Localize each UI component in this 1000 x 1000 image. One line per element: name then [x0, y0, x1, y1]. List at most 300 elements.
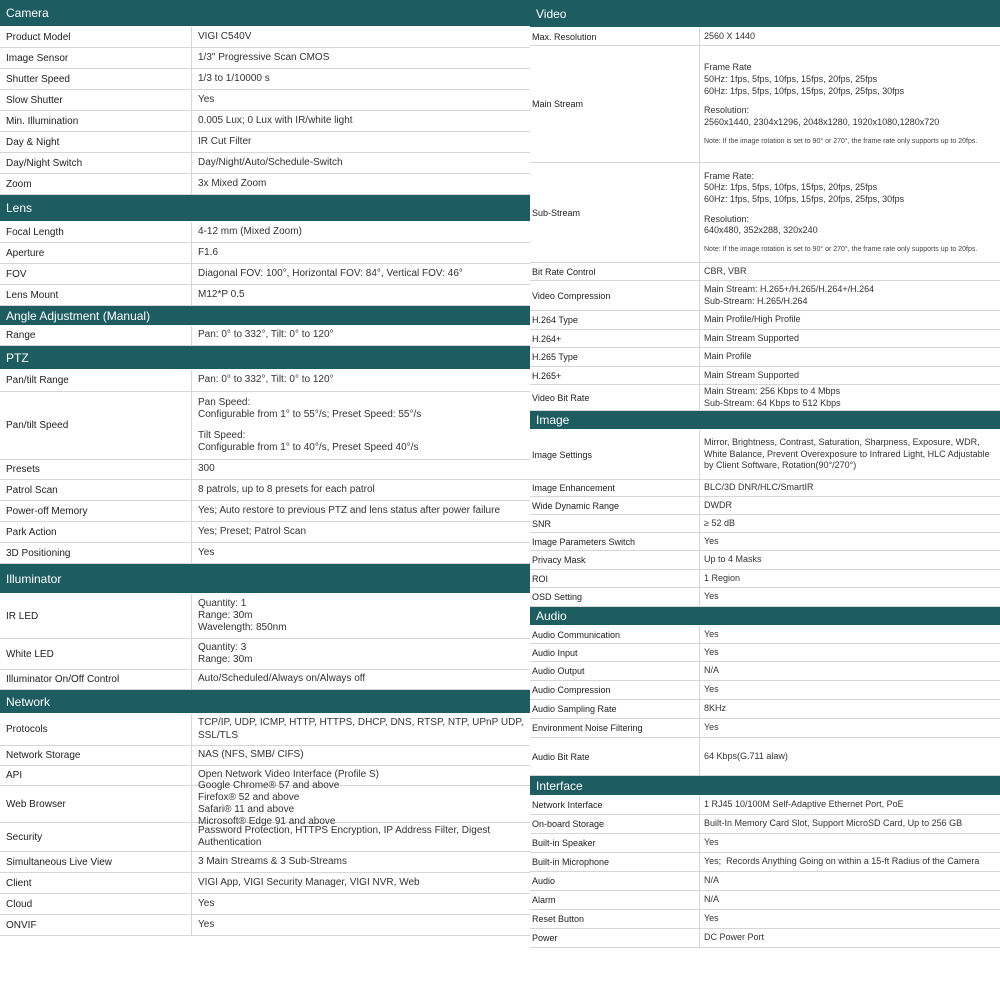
spec-value: [192, 894, 530, 914]
spec-row: [530, 385, 1000, 411]
spec-value: [192, 222, 530, 242]
spec-value-line: M12*P 0.5: [198, 288, 245, 300]
spec-value-line: Yes: [198, 546, 215, 558]
spec-row: [530, 681, 1000, 700]
spec-label: 3D Positioning: [0, 543, 192, 563]
spec-value-line: N/A: [704, 894, 720, 905]
spec-value: [700, 872, 1000, 890]
spec-value-line: F1.6: [198, 246, 219, 258]
spec-value-line: Diagonal FOV: 100°, Horizontal FOV: 84°, Vertical FOV: 46°: [198, 267, 463, 279]
spec-value-line: 3 Main Streams & 3 Sub-Streams: [198, 855, 347, 867]
spec-value-line: DC Power Port: [704, 932, 765, 943]
right-spec-column: [530, 0, 1000, 948]
spec-value-line: 2560 X 1440: [704, 30, 756, 41]
spec-row: [0, 852, 530, 873]
spec-label: Pan/tilt Speed: [0, 392, 192, 459]
spec-label: OSD Setting: [530, 588, 700, 606]
spec-row: [530, 430, 1000, 480]
spec-value-line: 60Hz: 1fps, 5fps, 10fps, 15fps, 20fps, 25fps, 30fps: [704, 194, 905, 205]
spec-value: [192, 670, 530, 689]
spec-value: [192, 639, 530, 669]
spec-label: Sub-Stream: [530, 163, 700, 262]
spec-row: [0, 460, 530, 480]
spec-label: Wide Dynamic Range: [530, 497, 700, 514]
spec-value: [192, 153, 530, 173]
spec-row: [530, 570, 1000, 588]
spec-row: [530, 588, 1000, 607]
spec-row: [530, 163, 1000, 263]
spec-value-line: Sub-Stream: H.265/H.264: [704, 295, 808, 306]
spec-label: IR LED: [0, 594, 192, 638]
spec-value-line: Microsoft® Edge 91 and above: [198, 816, 336, 828]
spec-label: Protocols: [0, 714, 192, 745]
spec-label: FOV: [0, 264, 192, 284]
spec-value: [192, 460, 530, 479]
spec-value-line: Mirror, Brightness, Contrast, Saturation, Sharpness, Exposure, WDR,: [704, 436, 980, 447]
spec-row: [530, 28, 1000, 46]
spec-value: [700, 497, 1000, 514]
spec-value-line: CBR, VBR: [704, 265, 747, 276]
spec-value: [192, 714, 530, 745]
spec-row: [0, 823, 530, 852]
spec-row: [0, 873, 530, 894]
spec-value-line: Built-In Memory Card Slot, Support MicroSD Card, Up to 256 GB: [704, 818, 963, 829]
spec-value-line: Tilt Speed:: [198, 429, 246, 441]
spec-value: [700, 910, 1000, 928]
spec-label: Video Bit Rate: [530, 385, 700, 410]
spec-value: [192, 501, 530, 521]
spec-value: [700, 348, 1000, 366]
spec-label: Alarm: [530, 891, 700, 909]
spec-label: H.264 Type: [530, 311, 700, 329]
spec-value-line: BLC/3D DNR/HLC/SmartIR: [704, 482, 814, 493]
spec-row: [0, 69, 530, 90]
spec-value: [192, 90, 530, 110]
spec-value-line: Configurable from 1° to 40°/s, Preset Speed 40°/s: [198, 441, 419, 453]
spec-value-line: Note: If the image rotation is set to 90° or 270°, the frame rate only supports up to 20fps.: [704, 246, 978, 254]
spec-value: [192, 69, 530, 89]
spec-label: Audio Compression: [530, 681, 700, 699]
spec-value-line: TCP/IP, UDP, ICMP, HTTP, HTTPS, DHCP, DNS, RTSP, NTP, UPnP UDP,: [198, 717, 524, 729]
spec-row: [0, 480, 530, 501]
spec-value: [700, 570, 1000, 587]
spec-value: [192, 746, 530, 765]
spec-label: Video Compression: [530, 281, 700, 310]
spec-value: [192, 873, 530, 893]
spec-row: [530, 872, 1000, 891]
spec-value: [192, 823, 530, 851]
spec-value-line: Frame Rate:: [704, 170, 755, 181]
spec-label: Image Settings: [530, 430, 700, 479]
spec-value: [700, 588, 1000, 606]
spec-value: [700, 853, 1000, 871]
spec-value-line: [704, 206, 1000, 214]
spec-value-line: N/A: [704, 665, 720, 676]
spec-row: [530, 626, 1000, 644]
spec-value-line: Configurable from 1° to 55°/s; Preset Speed: 55°/s: [198, 409, 422, 421]
spec-value-line: Main Stream: 256 Kbps to 4 Mbps: [704, 385, 841, 396]
spec-value-line: Authentication: [198, 837, 262, 848]
spec-value-line: Yes: [198, 897, 215, 909]
spec-label: Image Sensor: [0, 48, 192, 68]
spec-value-line: Yes; Auto restore to previous PTZ and lens status after power failure: [198, 504, 501, 516]
spec-label: White LED: [0, 639, 192, 669]
spec-value-line: 1/3" Progressive Scan CMOS: [198, 51, 330, 63]
spec-value: [192, 27, 530, 47]
spec-value: [192, 852, 530, 872]
spec-value: [192, 132, 530, 152]
spec-value: [700, 385, 1000, 410]
spec-label: Focal Length: [0, 222, 192, 242]
spec-value-line: [704, 129, 1000, 137]
spec-value: [192, 522, 530, 542]
spec-row: [530, 796, 1000, 815]
spec-label: Cloud: [0, 894, 192, 914]
spec-value-line: Yes: [198, 93, 215, 105]
spec-row: [0, 48, 530, 69]
spec-label: Audio Communication: [530, 626, 700, 643]
spec-value-line: Pan: 0° to 332°, Tilt: 0° to 120°: [198, 374, 334, 386]
spec-row: [0, 132, 530, 153]
spec-value: [192, 326, 530, 345]
spec-value: [192, 480, 530, 500]
spec-value: [700, 719, 1000, 737]
spec-row: [0, 174, 530, 195]
section-header: Camera: [0, 0, 530, 27]
spec-value-line: Range: 30m: [198, 654, 253, 665]
spec-value-line: Yes: [198, 918, 215, 930]
spec-value-line: [198, 422, 530, 430]
spec-label: Day & Night: [0, 132, 192, 152]
spec-label: Audio Sampling Rate: [530, 700, 700, 718]
spec-row: [0, 370, 530, 392]
spec-label: Slow Shutter: [0, 90, 192, 110]
spec-value-line: Wavelength: 850nm: [198, 622, 287, 634]
spec-row: [530, 348, 1000, 367]
spec-row: [530, 515, 1000, 533]
spec-row: [530, 46, 1000, 163]
spec-value-line: Yes: [704, 591, 719, 602]
spec-row: [530, 480, 1000, 497]
spec-value-line: Yes: [704, 535, 719, 546]
spec-value: [700, 738, 1000, 775]
spec-label: ROI: [530, 570, 700, 587]
spec-row: [530, 891, 1000, 910]
spec-value-line: 1/3 to 1/10000 s: [198, 72, 270, 84]
spec-row: [530, 815, 1000, 834]
spec-row: [530, 929, 1000, 948]
spec-value: [192, 543, 530, 563]
spec-row: [0, 894, 530, 915]
spec-value: [192, 174, 530, 194]
spec-row: [0, 543, 530, 564]
spec-label: Built-in Speaker: [530, 834, 700, 852]
spec-value: [700, 626, 1000, 643]
spec-value-line: Sub-Stream: 64 Kbps to 512 Kbps: [704, 397, 841, 408]
spec-row: [530, 551, 1000, 570]
spec-value: [192, 392, 530, 459]
spec-row: [530, 533, 1000, 551]
spec-value: [192, 915, 530, 935]
spec-value-line: Auto/Scheduled/Always on/Always off: [198, 673, 366, 685]
spec-row: [0, 243, 530, 264]
spec-value-line: Main Profile: [704, 351, 752, 362]
spec-value: [192, 370, 530, 391]
spec-value-line: Range: 30m: [198, 609, 253, 621]
spec-value-line: 3x Mixed Zoom: [198, 177, 267, 189]
section-header: Illuminator: [0, 564, 530, 594]
spec-value-line: 8KHz: [704, 703, 727, 714]
spec-row: [0, 222, 530, 243]
spec-row: [0, 670, 530, 690]
spec-value: [700, 515, 1000, 532]
spec-row: [530, 910, 1000, 929]
spec-value-line: Pan: 0° to 332°, Tilt: 0° to 120°: [198, 329, 334, 341]
spec-row: [530, 311, 1000, 330]
spec-value: [700, 46, 1000, 162]
spec-label: Power: [530, 929, 700, 947]
spec-value: [700, 891, 1000, 909]
spec-value: [700, 700, 1000, 718]
spec-value-line: 2560x1440, 2304x1296, 2048x1280, 1920x1080,1280x720: [704, 116, 940, 127]
spec-value-line: Yes; Records Anything Going on within a 15-ft Radius of the Camera: [704, 856, 980, 867]
spec-value-line: SSL/TLS: [198, 729, 239, 741]
spec-value-line: 0.005 Lux; 0 Lux with IR/white light: [198, 114, 353, 126]
spec-label: Aperture: [0, 243, 192, 263]
spec-value-line: 4-12 mm (Mixed Zoom): [198, 225, 302, 237]
spec-row: [0, 594, 530, 639]
spec-row: [0, 326, 530, 346]
spec-label: Bit Rate Control: [530, 263, 700, 280]
spec-row: [0, 779, 530, 828]
spec-label: SNR: [530, 515, 700, 532]
spec-value-line: 1 Region: [704, 572, 741, 583]
spec-label: Patrol Scan: [0, 480, 192, 500]
spec-label: H.264+: [530, 330, 700, 347]
spec-label: Network Interface: [530, 796, 700, 814]
spec-value-line: Resolution:: [704, 105, 750, 116]
spec-label: H.265+: [530, 367, 700, 384]
spec-label: Presets: [0, 460, 192, 479]
spec-label: Simultaneous Live View: [0, 852, 192, 872]
spec-label: Built-in Microphone: [530, 853, 700, 871]
spec-label: Power-off Memory: [0, 501, 192, 521]
spec-label: Privacy Mask: [530, 551, 700, 569]
spec-row: [0, 522, 530, 543]
spec-value-line: 50Hz: 1fps, 5fps, 10fps, 15fps, 20fps, 25fps: [704, 73, 878, 84]
section-header: Interface: [530, 776, 1000, 796]
spec-label: Day/Night Switch: [0, 153, 192, 173]
spec-row: [0, 27, 530, 48]
spec-row: [0, 111, 530, 132]
spec-value: [192, 779, 530, 828]
spec-value-line: 50Hz: 1fps, 5fps, 10fps, 15fps, 20fps, 25fps: [704, 182, 878, 193]
spec-value: [192, 48, 530, 68]
spec-row: [530, 330, 1000, 348]
spec-row: [530, 497, 1000, 515]
spec-value-line: 8 patrols, up to 8 presets for each patrol: [198, 483, 375, 495]
section-header: Network: [0, 690, 530, 714]
spec-label: Range: [0, 326, 192, 345]
spec-label: Pan/tilt Range: [0, 370, 192, 391]
spec-label: Image Parameters Switch: [530, 533, 700, 550]
spec-value-line: Password Protection, HTTPS Encryption, IP Address Filter, Digest: [198, 824, 491, 836]
spec-value: [700, 311, 1000, 329]
spec-label: Zoom: [0, 174, 192, 194]
spec-value: [700, 929, 1000, 947]
spec-label: Network Storage: [0, 746, 192, 765]
section-header: Angle Adjustment (Manual): [0, 306, 530, 326]
spec-row: [530, 834, 1000, 853]
spec-value: [700, 815, 1000, 833]
spec-value: [192, 111, 530, 131]
spec-value-line: VIGI App, VIGI Security Manager, VIGI NVR, Web: [198, 876, 420, 888]
spec-value: [700, 281, 1000, 310]
spec-row: [0, 714, 530, 746]
spec-row: [530, 662, 1000, 681]
spec-label: ONVIF: [0, 915, 192, 935]
spec-value-line: Main Stream: H.265+/H.265/H.264+/H.264: [704, 283, 875, 294]
spec-row: [0, 392, 530, 460]
spec-value: [700, 834, 1000, 852]
spec-value-line: Yes: [704, 837, 719, 848]
spec-value: [700, 644, 1000, 661]
spec-row: [530, 719, 1000, 738]
spec-value-line: Yes: [704, 684, 719, 695]
spec-label: Max. Resolution: [530, 28, 700, 45]
spec-row: [0, 639, 530, 670]
spec-value-line: Firefox® 52 and above: [198, 791, 300, 803]
section-header: Image: [530, 411, 1000, 430]
spec-row: [530, 853, 1000, 872]
spec-row: [0, 264, 530, 285]
spec-row: [530, 700, 1000, 719]
spec-value-line: N/A: [704, 875, 720, 886]
spec-value: [192, 243, 530, 263]
spec-value: [700, 163, 1000, 262]
section-header: Video: [530, 0, 1000, 28]
spec-value: [700, 551, 1000, 569]
spec-label: Lens Mount: [0, 285, 192, 305]
spec-row: [0, 501, 530, 522]
spec-value: [700, 681, 1000, 699]
spec-label: Audio Output: [530, 662, 700, 680]
spec-label: Audio Bit Rate: [530, 738, 700, 775]
spec-value: [700, 480, 1000, 496]
spec-row: [0, 285, 530, 306]
spec-value: [192, 594, 530, 638]
spec-row: [530, 367, 1000, 385]
spec-value-line: White Balance, Prevent Overexposure to Infrared Light, HLC Adjustable: [704, 448, 990, 459]
spec-value: [700, 28, 1000, 45]
spec-label: Audio: [530, 872, 700, 890]
left-spec-column: [0, 0, 530, 936]
spec-value-line: IR Cut Filter: [198, 135, 252, 147]
spec-value-line: Yes: [704, 722, 719, 733]
spec-value-line: Up to 4 Masks: [704, 554, 762, 565]
spec-value: [700, 796, 1000, 814]
spec-label: Min. Illumination: [0, 111, 192, 131]
spec-row: [0, 915, 530, 936]
spec-value-line: [704, 97, 1000, 105]
spec-value-line: by Client Software, Rotation(90°/270°): [704, 460, 857, 471]
spec-row: [0, 90, 530, 111]
spec-label: On-board Storage: [530, 815, 700, 833]
spec-label: Shutter Speed: [0, 69, 192, 89]
spec-value: [700, 533, 1000, 550]
spec-row: [530, 281, 1000, 311]
spec-value-line: [704, 237, 1000, 245]
spec-value-line: Main Stream Supported: [704, 332, 800, 343]
spec-label: Product Model: [0, 27, 192, 47]
spec-value-line: Main Stream Supported: [704, 369, 800, 380]
spec-value-line: Note: If the image rotation is set to 90° or 270°, the frame rate only supports up to 20fps.: [704, 137, 978, 145]
spec-label: H.265 Type: [530, 348, 700, 366]
spec-label: Image Enhancement: [530, 480, 700, 496]
spec-value: [700, 263, 1000, 280]
spec-value-line: Yes: [704, 628, 719, 639]
spec-label: Illuminator On/Off Control: [0, 670, 192, 689]
spec-value-line: Main Profile/High Profile: [704, 314, 801, 325]
section-header: PTZ: [0, 346, 530, 370]
spec-value-line: Safari® 11 and above: [198, 804, 295, 815]
spec-label: Security: [0, 823, 192, 851]
spec-label: Main Stream: [530, 46, 700, 162]
spec-row: [0, 153, 530, 174]
spec-value: [700, 662, 1000, 680]
spec-value: [700, 367, 1000, 384]
spec-value-line: Quantity: 3: [198, 641, 247, 653]
spec-row: [530, 738, 1000, 776]
spec-value-line: 1 RJ45 10/100M Self-Adaptive Ethernet Port, PoE: [704, 799, 904, 810]
spec-value-line: Yes: [704, 913, 719, 924]
spec-label: Web Browser: [0, 786, 192, 822]
spec-value: [700, 330, 1000, 347]
spec-value-line: NAS (NFS, SMB/ CIFS): [198, 749, 304, 761]
spec-value-line: VIGI C540V: [198, 30, 252, 42]
spec-value-line: 64 Kbps(G.711 alaw): [704, 750, 788, 761]
spec-value-line: 60Hz: 1fps, 5fps, 10fps, 15fps, 20fps, 25fps, 30fps: [704, 85, 905, 96]
spec-value-line: Day/Night/Auto/Schedule-Switch: [198, 156, 343, 168]
spec-row: [530, 644, 1000, 662]
spec-label: Audio Input: [530, 644, 700, 661]
spec-row: [530, 263, 1000, 281]
spec-value-line: Frame Rate: [704, 62, 752, 73]
spec-label: Client: [0, 873, 192, 893]
spec-value-line: 300: [198, 463, 215, 475]
spec-value-line: ≥ 52 dB: [704, 517, 735, 528]
spec-label: API: [0, 766, 192, 785]
spec-value-line: Resolution:: [704, 213, 750, 224]
spec-value: [700, 430, 1000, 479]
spec-value-line: Yes; Preset; Patrol Scan: [198, 525, 307, 537]
spec-label: Park Action: [0, 522, 192, 542]
spec-value-line: Yes: [704, 646, 719, 657]
spec-row: [0, 746, 530, 766]
spec-value: [192, 285, 530, 305]
spec-value-line: DWDR: [704, 499, 732, 510]
spec-label: Reset Button: [530, 910, 700, 928]
spec-value-line: Google Chrome® 57 and above: [198, 779, 340, 791]
spec-value-line: Open Network Video Interface (Profile S): [198, 769, 380, 781]
spec-value: [192, 264, 530, 284]
section-header: Audio: [530, 607, 1000, 626]
spec-value-line: Pan Speed:: [198, 397, 251, 409]
spec-value-line: Quantity: 1: [198, 597, 247, 609]
spec-label: Environment Noise Filtering: [530, 719, 700, 737]
spec-value-line: 640x480, 352x288, 320x240: [704, 225, 818, 236]
section-header: Lens: [0, 195, 530, 222]
